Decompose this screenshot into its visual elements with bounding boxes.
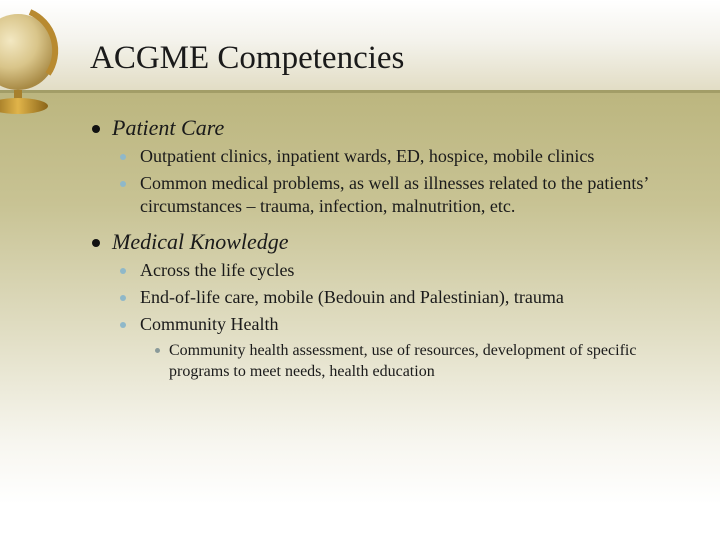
section-heading-medical-knowledge <box>90 228 700 255</box>
globe-icon <box>0 4 62 116</box>
bullet-icon <box>120 268 126 274</box>
list-item <box>90 259 700 282</box>
list-item-text: Outpatient clinics, inpatient wards, ED, hospice, mobile clinics <box>140 146 595 166</box>
section-heading-text: Medical Knowledge <box>112 229 289 254</box>
sub-list-item-text: Community health assessment, use of resources, development of specific programs to meet needs, health education <box>169 342 637 380</box>
list-item <box>90 286 700 309</box>
list-item-text: Common medical problems, as well as illnesses related to the patients’ circumstances – trauma, infection, malnutrition, etc. <box>140 173 649 216</box>
slide-title: ACGME Competencies <box>90 40 405 76</box>
bullet-icon <box>92 125 100 133</box>
section-heading-text: Patient Care <box>112 115 225 140</box>
bullet-icon <box>120 154 126 160</box>
bullet-icon <box>120 181 126 187</box>
list-item-text: Across the life cycles <box>140 260 295 280</box>
list-item-text: End-of-life care, mobile (Bedouin and Palestinian), trauma <box>140 287 564 307</box>
slide-content <box>90 108 700 382</box>
bullet-icon <box>92 239 100 247</box>
list-item <box>90 313 700 336</box>
bullet-icon <box>120 295 126 301</box>
sub-list-item <box>90 340 639 382</box>
list-item <box>90 172 700 218</box>
bullet-icon <box>155 348 160 353</box>
bullet-icon <box>120 322 126 328</box>
list-item-text: Community Health <box>140 314 279 334</box>
list-item <box>90 145 700 168</box>
section-heading-patient-care <box>90 114 700 141</box>
